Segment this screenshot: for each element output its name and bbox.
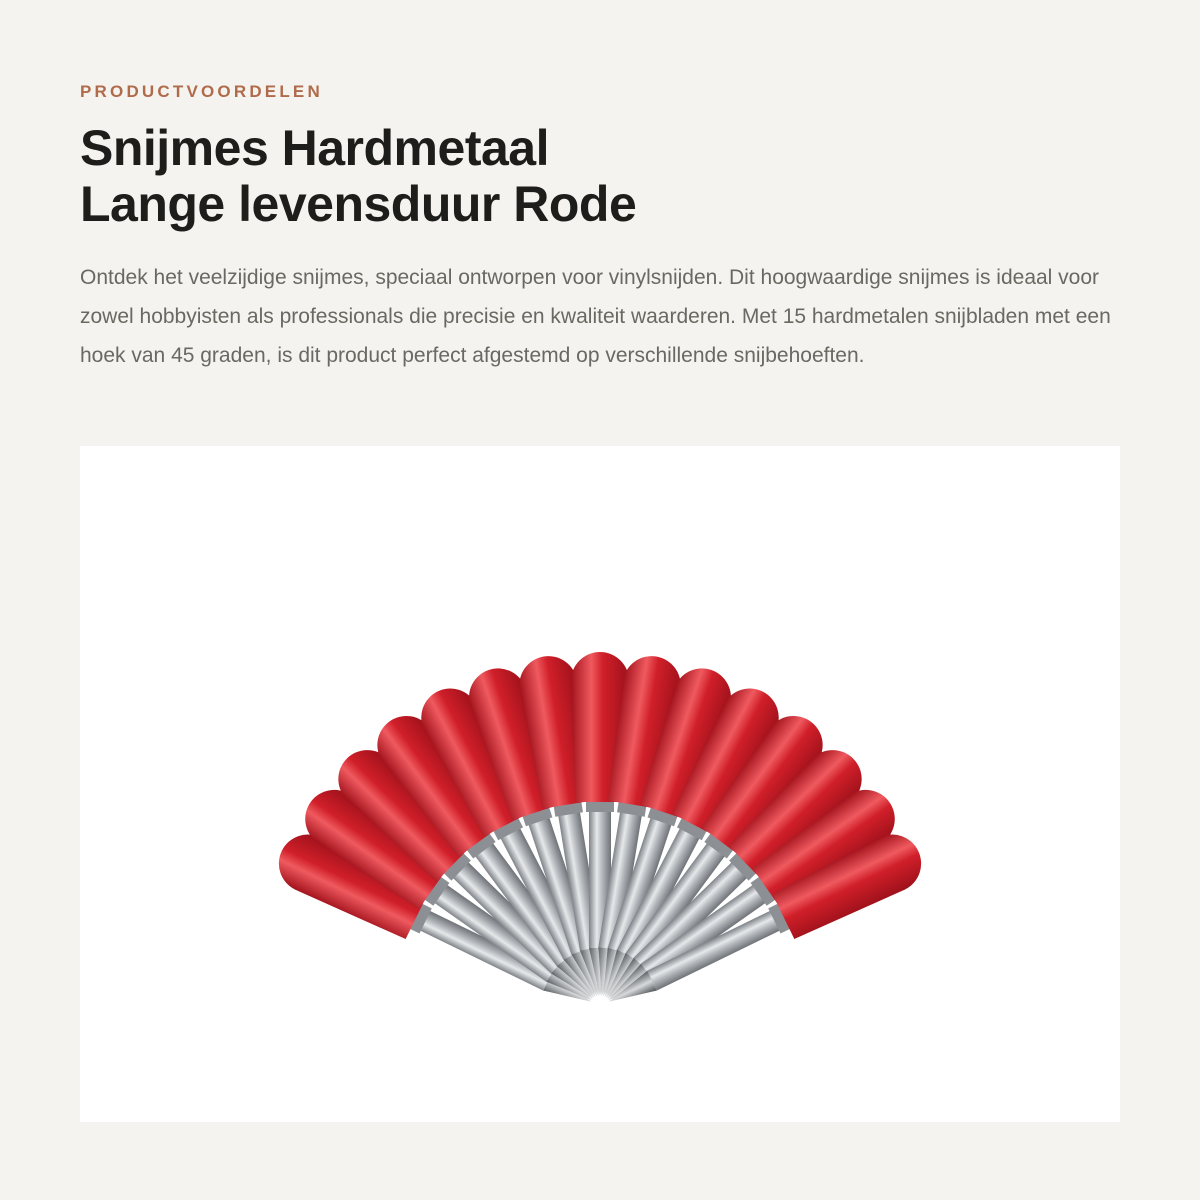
eyebrow-label: PRODUCTVOORDELEN bbox=[80, 82, 323, 101]
product-photo bbox=[80, 446, 1120, 1122]
blades-illustration bbox=[80, 446, 1120, 1122]
title-line-1: Snijmes Hardmetaal bbox=[80, 120, 549, 176]
title-line-2: Lange levensduur Rode bbox=[80, 176, 637, 232]
section-description: Ontdek het veelzijdige snijmes, speciaal ontworpen voor vinylsnijden. Dit hoogwaardige snijmes is ideaal voor zowel hobbyisten als professionals die precisie en kwaliteit waarderen. Met 15 hardmetalen snijbladen met een hoek van 45 graden, is dit product perfect afgestemd op verschillende snijbehoeften. bbox=[80, 266, 1111, 367]
section-title bbox=[80, 120, 1120, 232]
